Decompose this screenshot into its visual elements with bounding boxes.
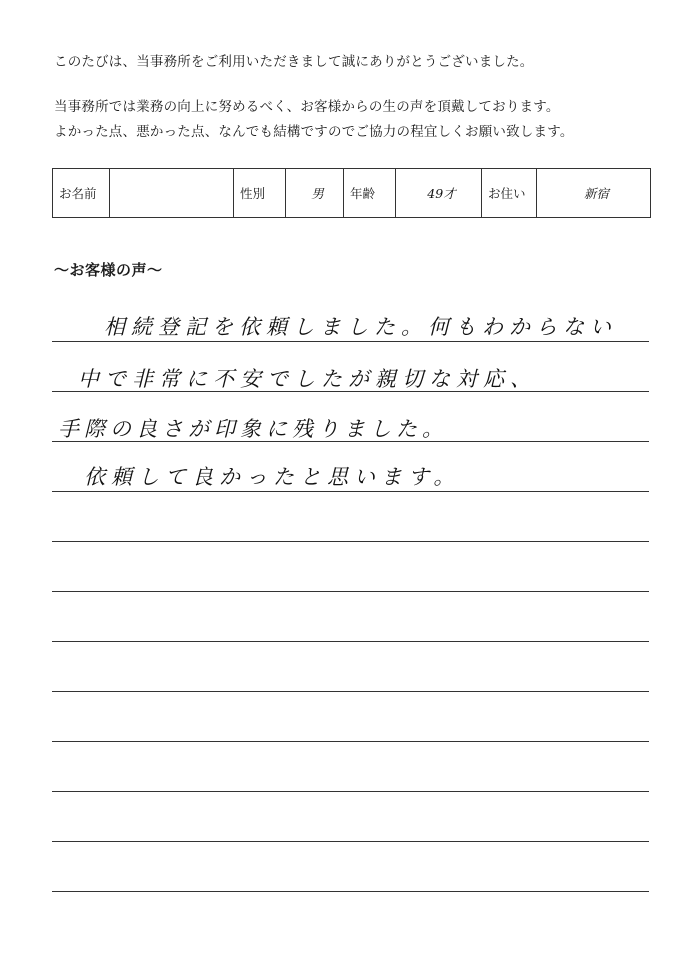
handwritten-line: 相続登記を依頼しました。何もわからない bbox=[104, 315, 617, 339]
name-field[interactable] bbox=[110, 169, 234, 218]
handwritten-line: 手際の良さが印象に残りました。 bbox=[58, 417, 448, 441]
ruled-line bbox=[52, 391, 649, 392]
ruled-line bbox=[52, 791, 649, 792]
ruled-line bbox=[52, 891, 649, 892]
customer-info-table bbox=[52, 168, 651, 218]
ruled-line bbox=[52, 491, 649, 492]
intro-line-3: よかった点、悪かった点、なんでも結構ですのでご協力の程宜しくお願い致します。 bbox=[54, 124, 574, 140]
age-field[interactable]: 49才 bbox=[396, 169, 482, 218]
intro-line-1: このたびは、当事務所をご利用いただきまして誠にありがとうございました。 bbox=[54, 54, 534, 70]
ruled-line bbox=[52, 591, 649, 592]
ruled-line bbox=[52, 641, 649, 642]
ruled-line bbox=[52, 741, 649, 742]
ruled-line bbox=[52, 441, 649, 442]
ruled-line bbox=[52, 691, 649, 692]
age-label: 年齢 bbox=[344, 169, 396, 218]
ruled-line bbox=[52, 341, 649, 342]
intro-line-2: 当事務所では業務の向上に努めるべく、お客様からの生の声を頂戴しております。 bbox=[54, 99, 560, 115]
ruled-line bbox=[52, 541, 649, 542]
gender-field[interactable]: 男 bbox=[286, 169, 344, 218]
handwritten-line: 依頼して良かったと思います。 bbox=[84, 465, 461, 489]
gender-label: 性別 bbox=[234, 169, 286, 218]
name-label: お名前 bbox=[53, 169, 110, 218]
address-field[interactable]: 新宿 bbox=[537, 169, 651, 218]
address-label: お住い bbox=[482, 169, 537, 218]
voice-heading: ～お客様の声～ bbox=[54, 261, 163, 279]
handwritten-line: 中で非常に不安でしたが親切な対応、 bbox=[78, 367, 537, 391]
ruled-line bbox=[52, 841, 649, 842]
